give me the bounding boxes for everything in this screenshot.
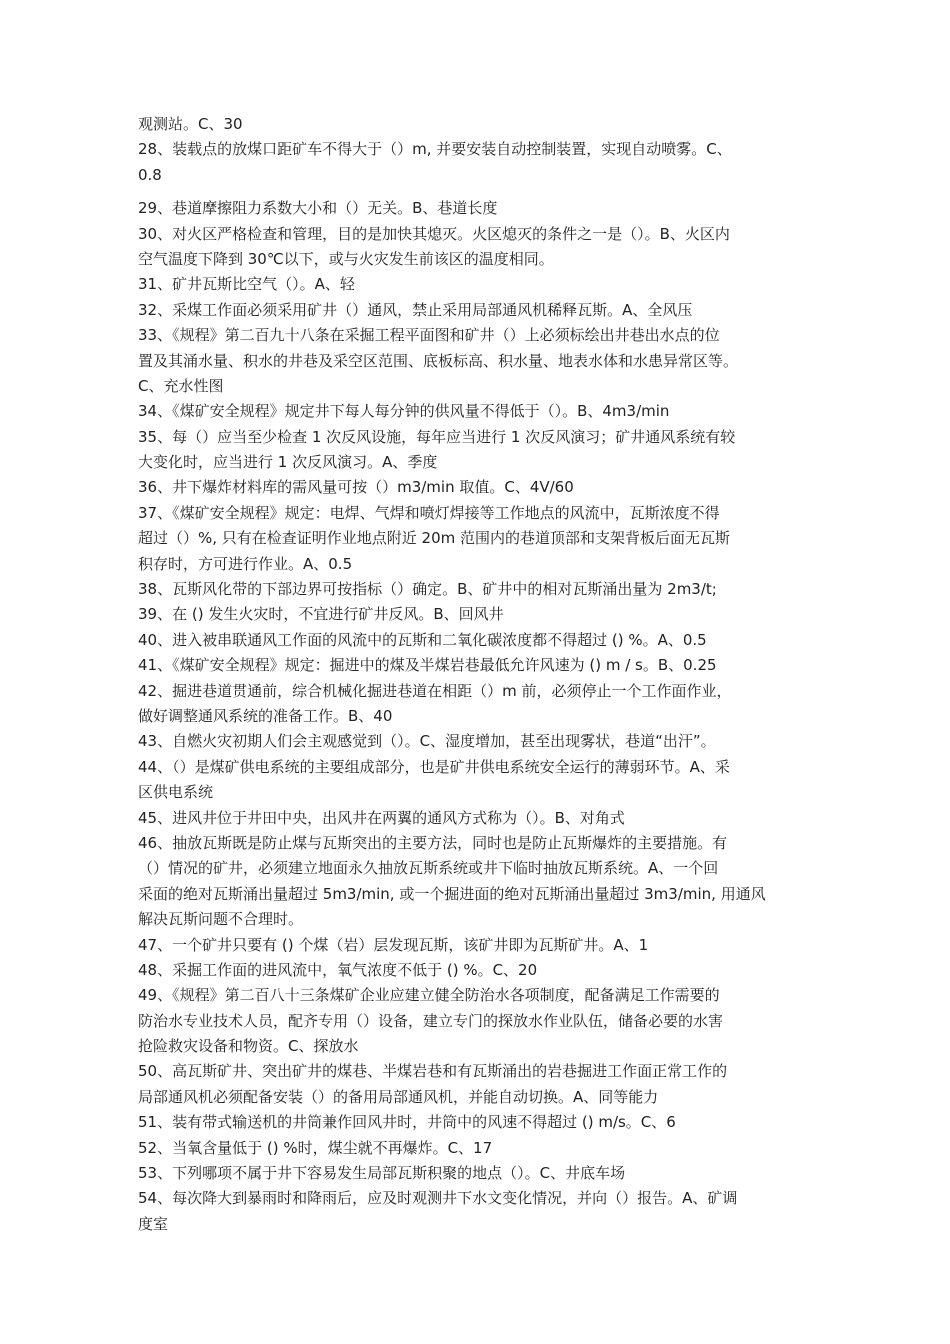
- question-46-line-4: 解决瓦斯问题不合理时。: [138, 910, 304, 929]
- question-40: 40、进入被串联通风工作面的风流中的瓦斯和二氧化碳浓度都不得超过 () %。A、0.5: [138, 630, 707, 649]
- question-46-line-3: 采面的绝对瓦斯涌出量超过 5m3/min, 或一个掘进面的绝对瓦斯涌出量超过 3m3/min, 用通风: [138, 884, 766, 903]
- question-33-line-2: 置及其涌水量、积水的井巷及采空区范围、底板标高、积水量、地表水体和水患异常区等。: [138, 351, 739, 370]
- question-46-line-2: （）情况的矿井，必须建立地面永久抽放瓦斯系统或井下临时抽放瓦斯系统。A、一个回: [138, 859, 719, 878]
- question-49-line-2: 防治水专业技术人员，配齐专用（）设备，建立专门的探放水作业队伍，储备必要的水害: [138, 1011, 724, 1030]
- question-41: 41、《煤矿安全规程》规定：掘进中的煤及半煤岩巷最低允许风速为 () m / s。B、0.25: [138, 656, 717, 675]
- question-50-line-1: 50、高瓦斯矿井、突出矿井的煤巷、半煤岩巷和有瓦斯涌出的岩巷掘进工作面正常工作的: [138, 1062, 728, 1081]
- question-34: 34、《煤矿安全规程》规定井下每人每分钟的供风量不得低于（）。B、4m3/min: [138, 402, 670, 421]
- text-line: 观测站。C、30: [138, 115, 243, 133]
- question-37-line-2: 超过（）%, 只有在检查证明作业地点附近 20m 范围内的巷道顶部和支架背板后面无瓦斯: [138, 529, 731, 548]
- question-35-line-1: 35、每（）应当至少检查 1 次反风设施，每年应当进行 1 次反风演习；矿井通风系统有较: [138, 427, 736, 446]
- question-50-line-2: 局部通风机必须配备安装（）的备用局部通风机，并能自动切换。A、同等能力: [138, 1087, 659, 1106]
- question-51: 51、装有带式输送机的井筒兼作回风井时，井筒中的风速不得超过 () m/s。C、6: [138, 1113, 676, 1132]
- question-30-line-2: 空气温度下降到 30℃以下，或与火灾发生前该区的温度相同。: [138, 249, 554, 268]
- question-30-line-1: 30、对火区严格检查和管理，目的是加快其熄灭。火区熄灭的条件之一是（）。B、火区内: [138, 224, 730, 243]
- question-52: 52、当氧含量低于 () %时，煤尘就不再爆炸。C、17: [138, 1138, 493, 1157]
- document-body: [138, 112, 818, 1237]
- question-53: 53、下列哪项不属于井下容易发生局部瓦斯积聚的地点（）。C、井底车场: [138, 1164, 626, 1183]
- question-47: 47、一个矿井只要有 () 个煤（岩）层发现瓦斯，该矿井即为瓦斯矿井。A、1: [138, 935, 649, 954]
- paragraph-gap: [138, 188, 818, 196]
- question-44-line-1: 44、（）是煤矿供电系统的主要组成部分，也是矿井供电系统安全运行的薄弱环节。A、采: [138, 757, 730, 776]
- question-49-line-3: 抢险救灾设备和物资。C、探放水: [138, 1037, 359, 1056]
- question-42-line-2: 做好调整通风系统的准备工作。B、40: [138, 706, 393, 725]
- question-49-line-1: 49、《规程》第二百八十三条煤矿企业应建立健全防治水各项制度，配备满足工作需要的: [138, 986, 720, 1005]
- question-37-line-3: 积存时，方可进行作业。A、0.5: [138, 554, 353, 573]
- question-44-line-2: 区供电系统: [138, 783, 214, 802]
- question-42-line-1: 42、掘进巷道贯通前，综合机械化掘进巷道在相距（）m 前，必须停止一个工作面作业，: [138, 681, 732, 700]
- question-39: 39、在 () 发生火灾时，不宜进行矿井反风。B、回风井: [138, 605, 504, 624]
- question-37-line-1: 37、《煤矿安全规程》规定：电焊、气焊和喷灯焊接等工作地点的风流中，瓦斯浓度不得: [138, 503, 720, 522]
- question-48: 48、采掘工作面的进风流中，氧气浓度不低于 () %。C、20: [138, 960, 538, 979]
- question-54-line-1: 54、每次降大到暴雨时和降雨后，应及时观测井下水文变化情况，并向（）报告。A、矿调: [138, 1189, 738, 1208]
- question-28-line-2: 0.8: [138, 165, 162, 184]
- question-43: 43、自燃火灾初期人们会主观感觉到（）。C、湿度增加，甚至出现雾状，巷道“出汗”。: [138, 732, 716, 751]
- question-28-line-1: 28、装载点的放煤口距矿车不得大于（）m, 并要安装自动控制装置，实现自动喷雾。C、: [138, 140, 732, 159]
- question-35-line-2: 大变化时，应当进行 1 次反风演习。A、季度: [138, 453, 438, 472]
- question-45: 45、进风井位于井田中央，出风井在两翼的通风方式称为（）。B、对角式: [138, 808, 625, 827]
- question-33-line-1: 33、《规程》第二百九十八条在采掘工程平面图和矿井（）上必须标绘出井巷出水点的位: [138, 326, 720, 345]
- question-36: 36、井下爆炸材料库的需风量可按（）m3/min 取值。C、4V/60: [138, 478, 574, 497]
- question-32: 32、采煤工作面必须采用矿井（）通风，禁止采用局部通风机稀释瓦斯。A、全风压: [138, 300, 693, 319]
- question-29: 29、巷道摩擦阻力系数大小和（）无关。B、巷道长度: [138, 199, 498, 218]
- question-33-line-3: C、充水性图: [138, 376, 224, 395]
- question-54-line-2: 度室: [138, 1214, 169, 1233]
- question-46-line-1: 46、抽放瓦斯既是防止煤与瓦斯突出的主要方法，同时也是防止瓦斯爆炸的主要措施。有: [138, 833, 728, 852]
- question-38: 38、瓦斯风化带的下部边界可按指标（）确定。B、矿井中的相对瓦斯涌出量为 2m3/t;: [138, 580, 717, 599]
- question-31: 31、矿井瓦斯比空气（）。A、轻: [138, 275, 355, 294]
